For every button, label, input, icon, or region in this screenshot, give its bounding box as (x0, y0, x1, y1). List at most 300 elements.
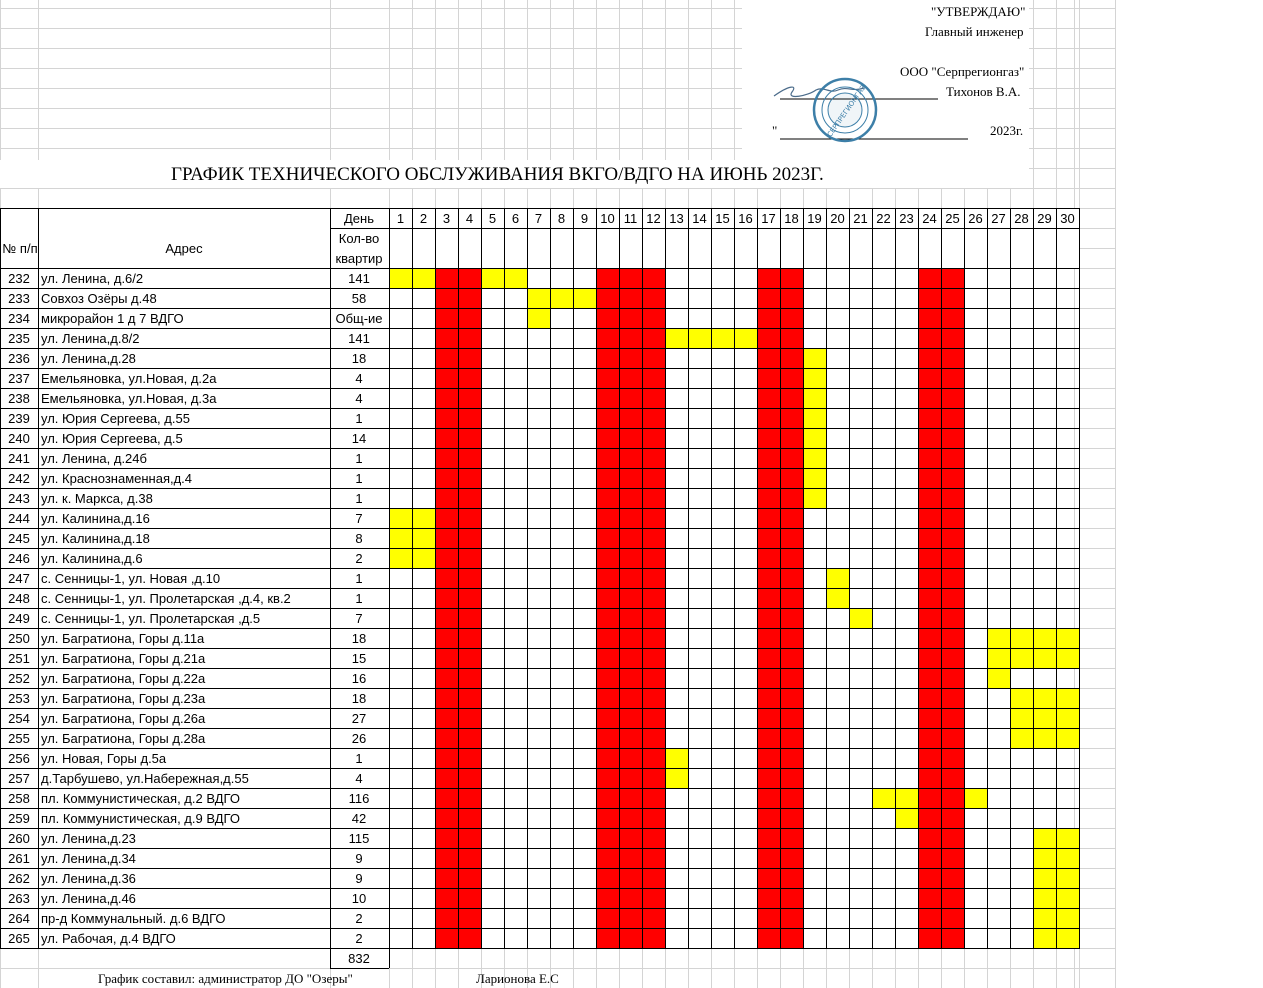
holiday-cell (596, 568, 619, 588)
day-header: 10 (600, 211, 615, 226)
service-day-cell (1010, 648, 1033, 668)
row-number: 259 (8, 811, 30, 826)
holiday-cell (757, 588, 780, 608)
holiday-cell (596, 328, 619, 348)
holiday-cell (780, 568, 803, 588)
holiday-cell (757, 528, 780, 548)
holiday-cell (918, 888, 941, 908)
service-day-cell (1056, 888, 1079, 908)
holiday-cell (941, 868, 964, 888)
holiday-cell (619, 348, 642, 368)
service-day-cell (803, 448, 826, 468)
holiday-cell (642, 688, 665, 708)
day-header: 2 (419, 211, 428, 226)
holiday-cell (619, 768, 642, 788)
row-number: 251 (8, 651, 30, 666)
service-day-cell (1010, 628, 1033, 648)
holiday-cell (918, 388, 941, 408)
service-day-cell (1033, 848, 1056, 868)
row-address: Емельяновка, ул.Новая, д.3а (41, 391, 217, 406)
holiday-cell (458, 688, 481, 708)
holiday-cell (941, 768, 964, 788)
holiday-cell (642, 888, 665, 908)
holiday-cell (435, 528, 458, 548)
holiday-cell (596, 828, 619, 848)
footer-name: Ларионова Е.С (476, 971, 559, 986)
holiday-cell (458, 268, 481, 288)
row-number: 250 (8, 631, 30, 646)
holiday-cell (918, 468, 941, 488)
holiday-cell (780, 508, 803, 528)
holiday-cell (619, 648, 642, 668)
holiday-cell (780, 888, 803, 908)
row-quantity: 1 (355, 411, 363, 426)
holiday-cell (596, 508, 619, 528)
holiday-cell (941, 328, 964, 348)
day-header: 21 (853, 211, 868, 226)
holiday-cell (757, 628, 780, 648)
row-quantity: 1 (355, 471, 363, 486)
holiday-cell (458, 648, 481, 668)
service-day-cell (803, 428, 826, 448)
holiday-cell (435, 288, 458, 308)
holiday-cell (619, 428, 642, 448)
row-address: с. Сенницы-1, ул. Пролетарская ,д.5 (41, 611, 261, 626)
holiday-cell (918, 328, 941, 348)
holiday-cell (619, 368, 642, 388)
row-number: 239 (8, 411, 30, 426)
day-header: 30 (1060, 211, 1075, 226)
holiday-cell (642, 548, 665, 568)
holiday-cell (596, 788, 619, 808)
row-address: ул. Ленина,д.8/2 (41, 331, 140, 346)
holiday-cell (435, 348, 458, 368)
holiday-cell (941, 788, 964, 808)
holiday-cell (918, 828, 941, 848)
holiday-cell (458, 588, 481, 608)
service-day-cell (987, 668, 1010, 688)
holiday-cell (619, 408, 642, 428)
holiday-cell (619, 468, 642, 488)
row-quantity: 7 (355, 611, 363, 626)
holiday-cell (596, 588, 619, 608)
holiday-cell (435, 748, 458, 768)
holiday-cell (780, 648, 803, 668)
holiday-cell (435, 568, 458, 588)
holiday-cell (435, 728, 458, 748)
holiday-cell (435, 868, 458, 888)
day-header: 15 (715, 211, 730, 226)
service-day-cell (389, 548, 412, 568)
row-address: ул. Краснознаменная,д.4 (41, 471, 193, 486)
holiday-cell (642, 528, 665, 548)
holiday-cell (757, 468, 780, 488)
holiday-cell (780, 608, 803, 628)
row-address: ул. Калинина,д.6 (41, 551, 143, 566)
holiday-cell (941, 648, 964, 668)
holiday-cell (458, 528, 481, 548)
service-day-cell (1033, 868, 1056, 888)
holiday-cell (780, 288, 803, 308)
row-number: 241 (8, 451, 30, 466)
holiday-cell (458, 488, 481, 508)
holiday-cell (918, 588, 941, 608)
holiday-cell (941, 448, 964, 468)
row-address: ул. Ленина,д.28 (41, 351, 136, 366)
row-quantity: 2 (355, 931, 363, 946)
holiday-cell (757, 608, 780, 628)
holiday-cell (918, 368, 941, 388)
holiday-cell (458, 788, 481, 808)
holiday-cell (918, 788, 941, 808)
holiday-cell (642, 928, 665, 948)
holiday-cell (757, 308, 780, 328)
holiday-cell (619, 848, 642, 868)
service-day-cell (1056, 868, 1079, 888)
row-address: Совхоз Озёры д.48 (41, 291, 157, 306)
service-day-cell (1033, 928, 1056, 948)
service-day-cell (412, 528, 435, 548)
holiday-cell (780, 728, 803, 748)
holiday-cell (918, 408, 941, 428)
day-header: 19 (807, 211, 822, 226)
holiday-cell (619, 448, 642, 468)
holiday-cell (596, 928, 619, 948)
holiday-cell (757, 388, 780, 408)
row-address: ул. Новая, Горы д.5а (41, 751, 167, 766)
row-number: 247 (8, 571, 30, 586)
approval-date-quote: " (772, 123, 778, 138)
holiday-cell (458, 548, 481, 568)
holiday-cell (596, 388, 619, 408)
row-number: 233 (8, 291, 30, 306)
holiday-cell (596, 668, 619, 688)
holiday-cell (918, 668, 941, 688)
row-address: ул. Багратиона, Горы д.22а (41, 671, 206, 686)
row-address: пл. Коммунистическая, д.2 ВДГО (41, 791, 240, 806)
holiday-cell (757, 448, 780, 468)
service-day-cell (1033, 628, 1056, 648)
holiday-cell (642, 448, 665, 468)
row-quantity: 8 (355, 531, 363, 546)
row-address: ул. к. Маркса, д.38 (41, 491, 153, 506)
holiday-cell (757, 568, 780, 588)
day-header: 6 (511, 211, 520, 226)
holiday-cell (458, 848, 481, 868)
holiday-cell (435, 368, 458, 388)
holiday-cell (780, 828, 803, 848)
row-quantity: Общ-ие (335, 311, 383, 326)
holiday-cell (435, 508, 458, 528)
holiday-cell (619, 568, 642, 588)
header-qty: Кол-во (338, 231, 380, 246)
holiday-cell (458, 928, 481, 948)
holiday-cell (435, 428, 458, 448)
service-day-cell (665, 748, 688, 768)
row-quantity: 18 (351, 631, 367, 646)
holiday-cell (918, 548, 941, 568)
holiday-cell (642, 348, 665, 368)
holiday-cell (458, 908, 481, 928)
row-quantity: 2 (355, 551, 363, 566)
holiday-cell (757, 408, 780, 428)
holiday-cell (757, 688, 780, 708)
row-number: 244 (8, 511, 30, 526)
holiday-cell (435, 588, 458, 608)
holiday-cell (596, 368, 619, 388)
row-number: 249 (8, 611, 30, 626)
holiday-cell (780, 868, 803, 888)
holiday-cell (458, 768, 481, 788)
service-day-cell (1033, 828, 1056, 848)
day-header: 24 (922, 211, 937, 226)
service-day-cell (665, 328, 688, 348)
service-day-cell (803, 488, 826, 508)
row-address: ул. Ленина,д.36 (41, 871, 136, 886)
holiday-cell (458, 368, 481, 388)
holiday-cell (458, 348, 481, 368)
holiday-cell (435, 408, 458, 428)
row-number: 255 (8, 731, 30, 746)
row-address: с. Сенницы-1, ул. Пролетарская ,д.4, кв.2 (41, 591, 291, 606)
holiday-cell (918, 748, 941, 768)
holiday-cell (596, 348, 619, 368)
holiday-cell (780, 368, 803, 388)
header-address: Адрес (165, 241, 203, 256)
holiday-cell (435, 488, 458, 508)
holiday-cell (435, 388, 458, 408)
holiday-cell (941, 308, 964, 328)
day-header: 17 (761, 211, 776, 226)
row-address: Емельяновка, ул.Новая, д.2а (41, 371, 217, 386)
holiday-cell (596, 268, 619, 288)
holiday-cell (435, 888, 458, 908)
holiday-cell (780, 528, 803, 548)
holiday-cell (941, 828, 964, 848)
holiday-cell (596, 888, 619, 908)
service-day-cell (412, 548, 435, 568)
holiday-cell (619, 888, 642, 908)
service-day-cell (895, 808, 918, 828)
row-quantity: 10 (351, 891, 367, 906)
holiday-cell (596, 688, 619, 708)
row-address: ул. Рабочая, д.4 ВДГО (41, 931, 176, 946)
service-day-cell (803, 368, 826, 388)
row-quantity: 4 (355, 371, 363, 386)
row-number: 265 (8, 931, 30, 946)
service-day-cell (389, 508, 412, 528)
holiday-cell (458, 868, 481, 888)
holiday-cell (642, 848, 665, 868)
holiday-cell (918, 268, 941, 288)
holiday-cell (780, 428, 803, 448)
holiday-cell (596, 488, 619, 508)
holiday-cell (596, 408, 619, 428)
row-number: 242 (8, 471, 30, 486)
holiday-cell (642, 368, 665, 388)
holiday-cell (619, 748, 642, 768)
row-quantity: 18 (351, 691, 367, 706)
holiday-cell (619, 608, 642, 628)
holiday-cell (619, 868, 642, 888)
holiday-cell (619, 488, 642, 508)
row-address: ул. Багратиона, Горы д.23а (41, 691, 206, 706)
holiday-cell (918, 808, 941, 828)
holiday-cell (596, 808, 619, 828)
holiday-cell (780, 928, 803, 948)
holiday-cell (642, 728, 665, 748)
day-header: 1 (396, 211, 405, 226)
service-day-cell (1033, 888, 1056, 908)
holiday-cell (642, 908, 665, 928)
row-number: 252 (8, 671, 30, 686)
holiday-cell (941, 928, 964, 948)
service-day-cell (1056, 728, 1079, 748)
service-day-cell (1033, 708, 1056, 728)
row-number: 245 (8, 531, 30, 546)
holiday-cell (757, 548, 780, 568)
holiday-cell (642, 808, 665, 828)
service-day-cell (987, 628, 1010, 648)
holiday-cell (596, 608, 619, 628)
row-quantity: 1 (355, 591, 363, 606)
holiday-cell (757, 648, 780, 668)
holiday-cell (458, 568, 481, 588)
holiday-cell (642, 288, 665, 308)
row-quantity: 116 (348, 791, 370, 806)
holiday-cell (435, 668, 458, 688)
service-day-cell (527, 288, 550, 308)
row-address: ул. Багратиона, Горы д.28а (41, 731, 206, 746)
row-quantity: 15 (351, 651, 367, 666)
day-header: 9 (580, 211, 589, 226)
holiday-cell (642, 468, 665, 488)
holiday-cell (918, 688, 941, 708)
service-day-cell (1056, 848, 1079, 868)
holiday-cell (918, 528, 941, 548)
holiday-cell (458, 428, 481, 448)
service-day-cell (1056, 648, 1079, 668)
row-quantity: 26 (351, 731, 367, 746)
holiday-cell (941, 548, 964, 568)
holiday-cell (596, 528, 619, 548)
holiday-cell (596, 868, 619, 888)
holiday-cell (780, 408, 803, 428)
holiday-cell (780, 808, 803, 828)
row-number: 240 (8, 431, 30, 446)
holiday-cell (458, 308, 481, 328)
holiday-cell (458, 608, 481, 628)
holiday-cell (619, 808, 642, 828)
day-header: 23 (899, 211, 914, 226)
holiday-cell (757, 488, 780, 508)
holiday-cell (918, 308, 941, 328)
holiday-cell (780, 348, 803, 368)
holiday-cell (642, 568, 665, 588)
holiday-cell (757, 868, 780, 888)
row-quantity: 14 (351, 431, 367, 446)
holiday-cell (918, 908, 941, 928)
row-address: ул. Калинина,д.16 (41, 511, 150, 526)
holiday-cell (642, 668, 665, 688)
holiday-cell (780, 548, 803, 568)
day-header: 20 (830, 211, 845, 226)
holiday-cell (596, 708, 619, 728)
row-number: 258 (8, 791, 30, 806)
row-quantity: 4 (355, 391, 363, 406)
holiday-cell (458, 328, 481, 348)
holiday-cell (619, 828, 642, 848)
holiday-cell (941, 488, 964, 508)
holiday-cell (941, 688, 964, 708)
row-quantity: 42 (351, 811, 367, 826)
holiday-cell (458, 828, 481, 848)
holiday-cell (435, 468, 458, 488)
row-number: 261 (8, 851, 30, 866)
service-day-cell (1056, 828, 1079, 848)
day-header: 27 (991, 211, 1006, 226)
holiday-cell (780, 588, 803, 608)
holiday-cell (941, 908, 964, 928)
holiday-cell (757, 348, 780, 368)
holiday-cell (941, 728, 964, 748)
holiday-cell (596, 848, 619, 868)
holiday-cell (642, 328, 665, 348)
holiday-cell (596, 908, 619, 928)
service-day-cell (1056, 688, 1079, 708)
holiday-cell (780, 908, 803, 928)
holiday-cell (918, 768, 941, 788)
holiday-cell (458, 508, 481, 528)
service-day-cell (803, 348, 826, 368)
holiday-cell (757, 368, 780, 388)
row-quantity: 58 (351, 291, 367, 306)
holiday-cell (941, 268, 964, 288)
holiday-cell (941, 588, 964, 608)
service-day-cell (1033, 688, 1056, 708)
holiday-cell (458, 468, 481, 488)
holiday-cell (435, 908, 458, 928)
service-day-cell (1033, 648, 1056, 668)
row-address: ул. Ленина, д.24б (41, 451, 147, 466)
row-quantity: 9 (355, 871, 363, 886)
day-header: 22 (876, 211, 891, 226)
holiday-cell (780, 748, 803, 768)
day-header: 28 (1014, 211, 1029, 226)
service-day-cell (803, 408, 826, 428)
service-day-cell (826, 588, 849, 608)
holiday-cell (458, 808, 481, 828)
holiday-cell (918, 648, 941, 668)
holiday-cell (458, 408, 481, 428)
service-day-cell (803, 468, 826, 488)
row-number: 260 (8, 831, 30, 846)
holiday-cell (757, 828, 780, 848)
day-header: 25 (945, 211, 960, 226)
service-day-cell (1010, 728, 1033, 748)
row-address: пл. Коммунистическая, д.9 ВДГО (41, 811, 240, 826)
holiday-cell (780, 668, 803, 688)
service-day-cell (1033, 728, 1056, 748)
holiday-cell (435, 808, 458, 828)
holiday-cell (941, 568, 964, 588)
footer-compiled-by: График составил: администратор ДО "Озеры" (98, 971, 353, 986)
day-header: 14 (692, 211, 707, 226)
holiday-cell (757, 928, 780, 948)
holiday-cell (918, 708, 941, 728)
service-day-cell (895, 788, 918, 808)
row-number: 248 (8, 591, 30, 606)
